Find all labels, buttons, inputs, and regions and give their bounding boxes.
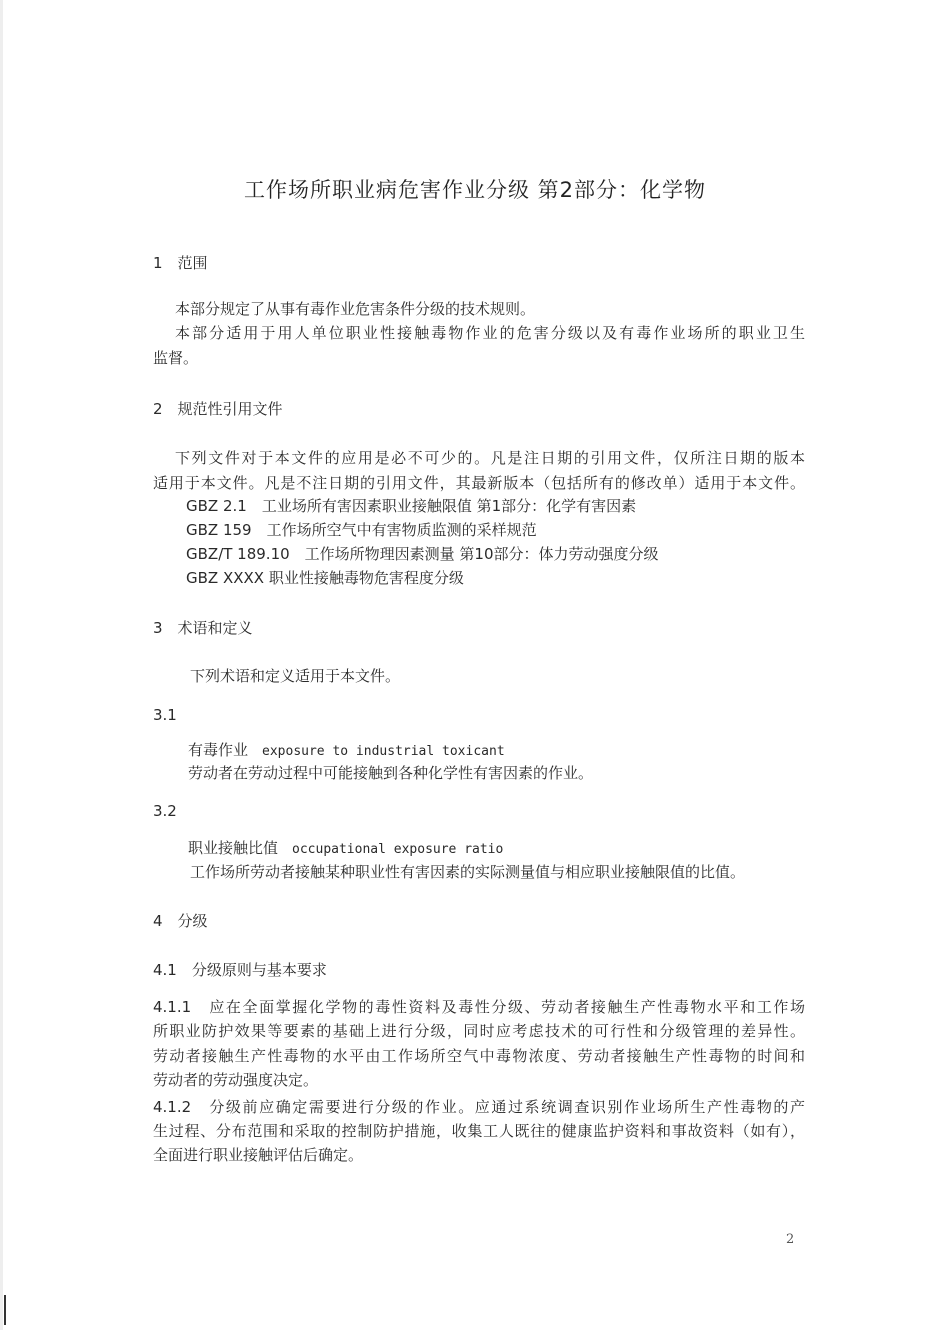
document-title: 工作场所职业病危害作业分级 第2部分：化学物 xyxy=(243,178,707,202)
section-3-heading: 3 术语和定义 xyxy=(153,619,253,637)
term-zh: 职业接触比值 xyxy=(188,839,279,857)
term-entry xyxy=(188,740,505,762)
term-en: exposure to industrial toxicant xyxy=(262,744,505,759)
paragraph-line: 本部分规定了从事有毒作业危害条件分级的技术规则。 xyxy=(175,300,536,318)
subsection-heading: 4.1 分级原则与基本要求 xyxy=(153,961,327,979)
term-en: occupational exposure ratio xyxy=(292,842,504,857)
scan-mark xyxy=(4,1295,6,1325)
page-number: 2 xyxy=(786,1232,795,1247)
reference-item: GBZ 2.1 工业场所有害因素职业接触限值 第1部分：化学有害因素 xyxy=(186,497,637,515)
section-4-heading: 4 分级 xyxy=(153,912,208,930)
term-number: 3.2 xyxy=(153,802,177,820)
paragraph-line: 4.1.1 应在全面掌握化学物的毒性资料及毒性分级、劳动者接触生产性毒物水平和工作场 xyxy=(153,998,805,1016)
reference-item: GBZ XXXX 职业性接触毒物危害程度分级 xyxy=(186,569,464,587)
reference-item: GBZ 159 工作场所空气中有害物质监测的采样规范 xyxy=(186,521,537,539)
section-2-heading: 2 规范性引用文件 xyxy=(153,400,283,418)
paragraph-line: 劳动者接触生产性毒物的水平由工作场所空气中毒物浓度、劳动者接触生产性毒物的时间和 xyxy=(153,1047,805,1065)
paragraph-line: 监督。 xyxy=(153,349,199,367)
term-entry xyxy=(188,838,503,860)
paragraph-line: 劳动者的劳动强度决定。 xyxy=(153,1071,319,1089)
section-1-heading: 1 范围 xyxy=(153,254,208,272)
paragraph-line: 下列术语和定义适用于本文件。 xyxy=(190,667,401,685)
paragraph-line: 4.1.2 分级前应确定需要进行分级的作业。应通过系统调查识别作业场所生产性毒物的产 xyxy=(153,1098,805,1116)
term-number: 3.1 xyxy=(153,706,177,724)
term-definition: 工作场所劳动者接触某种职业性有害因素的实际测量值与相应职业接触限值的比值。 xyxy=(190,863,746,881)
paragraph-line: 下列文件对于本文件的应用是必不可少的。凡是注日期的引用文件，仅所注日期的版本 xyxy=(175,449,805,467)
paragraph-line: 全面进行职业接触评估后确定。 xyxy=(153,1146,364,1164)
reference-item: GBZ/T 189.10 工作场所物理因素测量 第10部分：体力劳动强度分级 xyxy=(186,545,659,563)
paragraph-line: 生过程、分布范围和采取的控制防护措施，收集工人既往的健康监护资料和事故资料（如有）， xyxy=(153,1122,805,1140)
paragraph-line: 适用于本文件。凡是不注日期的引用文件，其最新版本（包括所有的修改单）适用于本文件。 xyxy=(153,474,805,492)
term-definition: 劳动者在劳动过程中可能接触到各种化学性有害因素的作业。 xyxy=(188,764,594,782)
paragraph-line: 所职业防护效果等要素的基础上进行分级，同时应考虑技术的可行性和分级管理的差异性。 xyxy=(153,1022,805,1040)
paragraph-line: 本部分适用于用人单位职业性接触毒物作业的危害分级以及有毒作业场所的职业卫生 xyxy=(175,324,805,342)
term-zh: 有毒作业 xyxy=(188,741,249,759)
